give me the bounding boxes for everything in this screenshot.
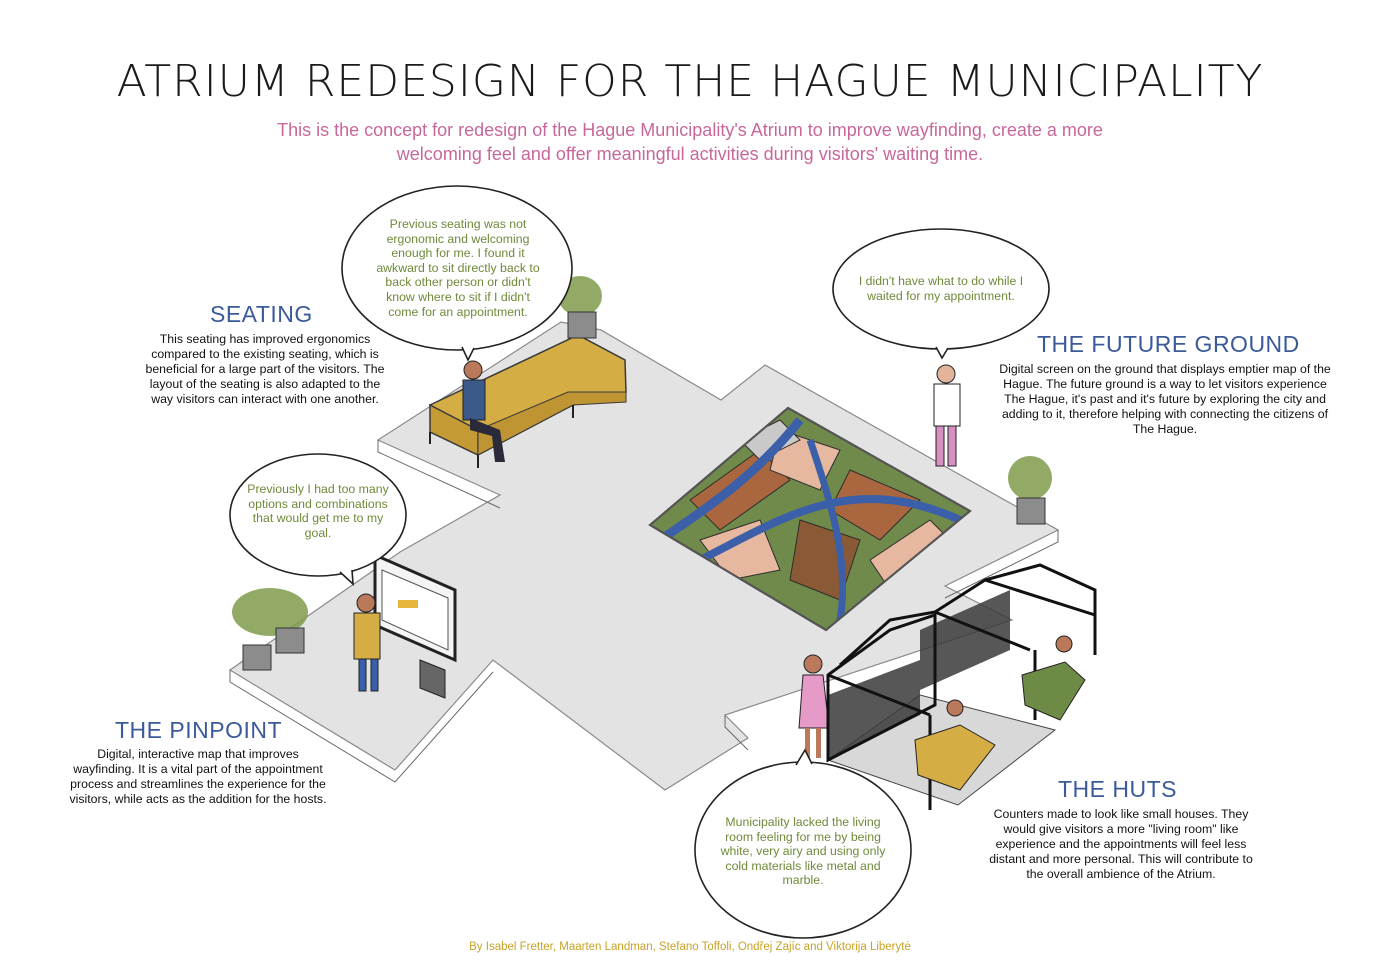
pinpoint-description: Digital, interactive map that improves wayfinding. It is a vital part of the appointment process and streamlines the experience for the visitors, while acts as the addition for the hosts.	[69, 747, 327, 806]
person-standing-future-ground	[934, 365, 960, 466]
credits: By Isabel Fretter, Maarten Landman, Stefano Toffoli, Ondřej Zajíc and Viktorija Liberytė	[469, 941, 911, 953]
seating-heading: SEATING	[210, 301, 313, 327]
future-ground-quote: I didn't have what to do while I waited for my appointment.	[858, 274, 1024, 303]
seating-description: This seating has improved ergonomics compared to the existing seating, which is beneficial for a large part of the visitors. The layout of the seating is also adapted to the way visitors can interact with one another.	[145, 332, 385, 406]
seating-quote: Previous seating was not ergonomic and welcoming enough for me. I found it awkward to sit directly back to back other person or didn't know where to sit if I didn't come for an appointment.	[376, 217, 540, 319]
pinpoint-quote: Previously I had too many options and combinations that would get me to my goal.	[247, 482, 389, 540]
page-title: ATRIUM REDESIGN FOR THE HAGUE MUNICIPALITY	[116, 56, 1264, 107]
page-subtitle: This is the concept for redesign of the Hague Municipality's Atrium to improve wayfinding, create a more welcoming feel and offer meaningful activities during visitors' waiting time.	[277, 120, 1103, 164]
future-ground-heading: THE FUTURE GROUND	[1037, 331, 1300, 357]
huts-heading: THE HUTS	[1058, 776, 1177, 802]
future-ground-description: Digital screen on the ground that displays emptier map of the Hague. The future ground is a way to let visitors experience The Hague, it's past and it's future by exploring the city and adding to it, therefore helping with connecting the citizens of The Hague.	[999, 362, 1331, 436]
pinpoint-heading: THE PINPOINT	[115, 717, 283, 743]
huts-quote: Municipality lacked the living room feeling for me by being white, very airy and using only cold materials like metal and marble.	[720, 815, 886, 888]
huts-description: Counters made to look like small houses. They would give visitors a more "living room" like experience and the appointments will feel less distant and more personal. This will contribute to the overall ambience of the Atrium.	[989, 807, 1253, 881]
